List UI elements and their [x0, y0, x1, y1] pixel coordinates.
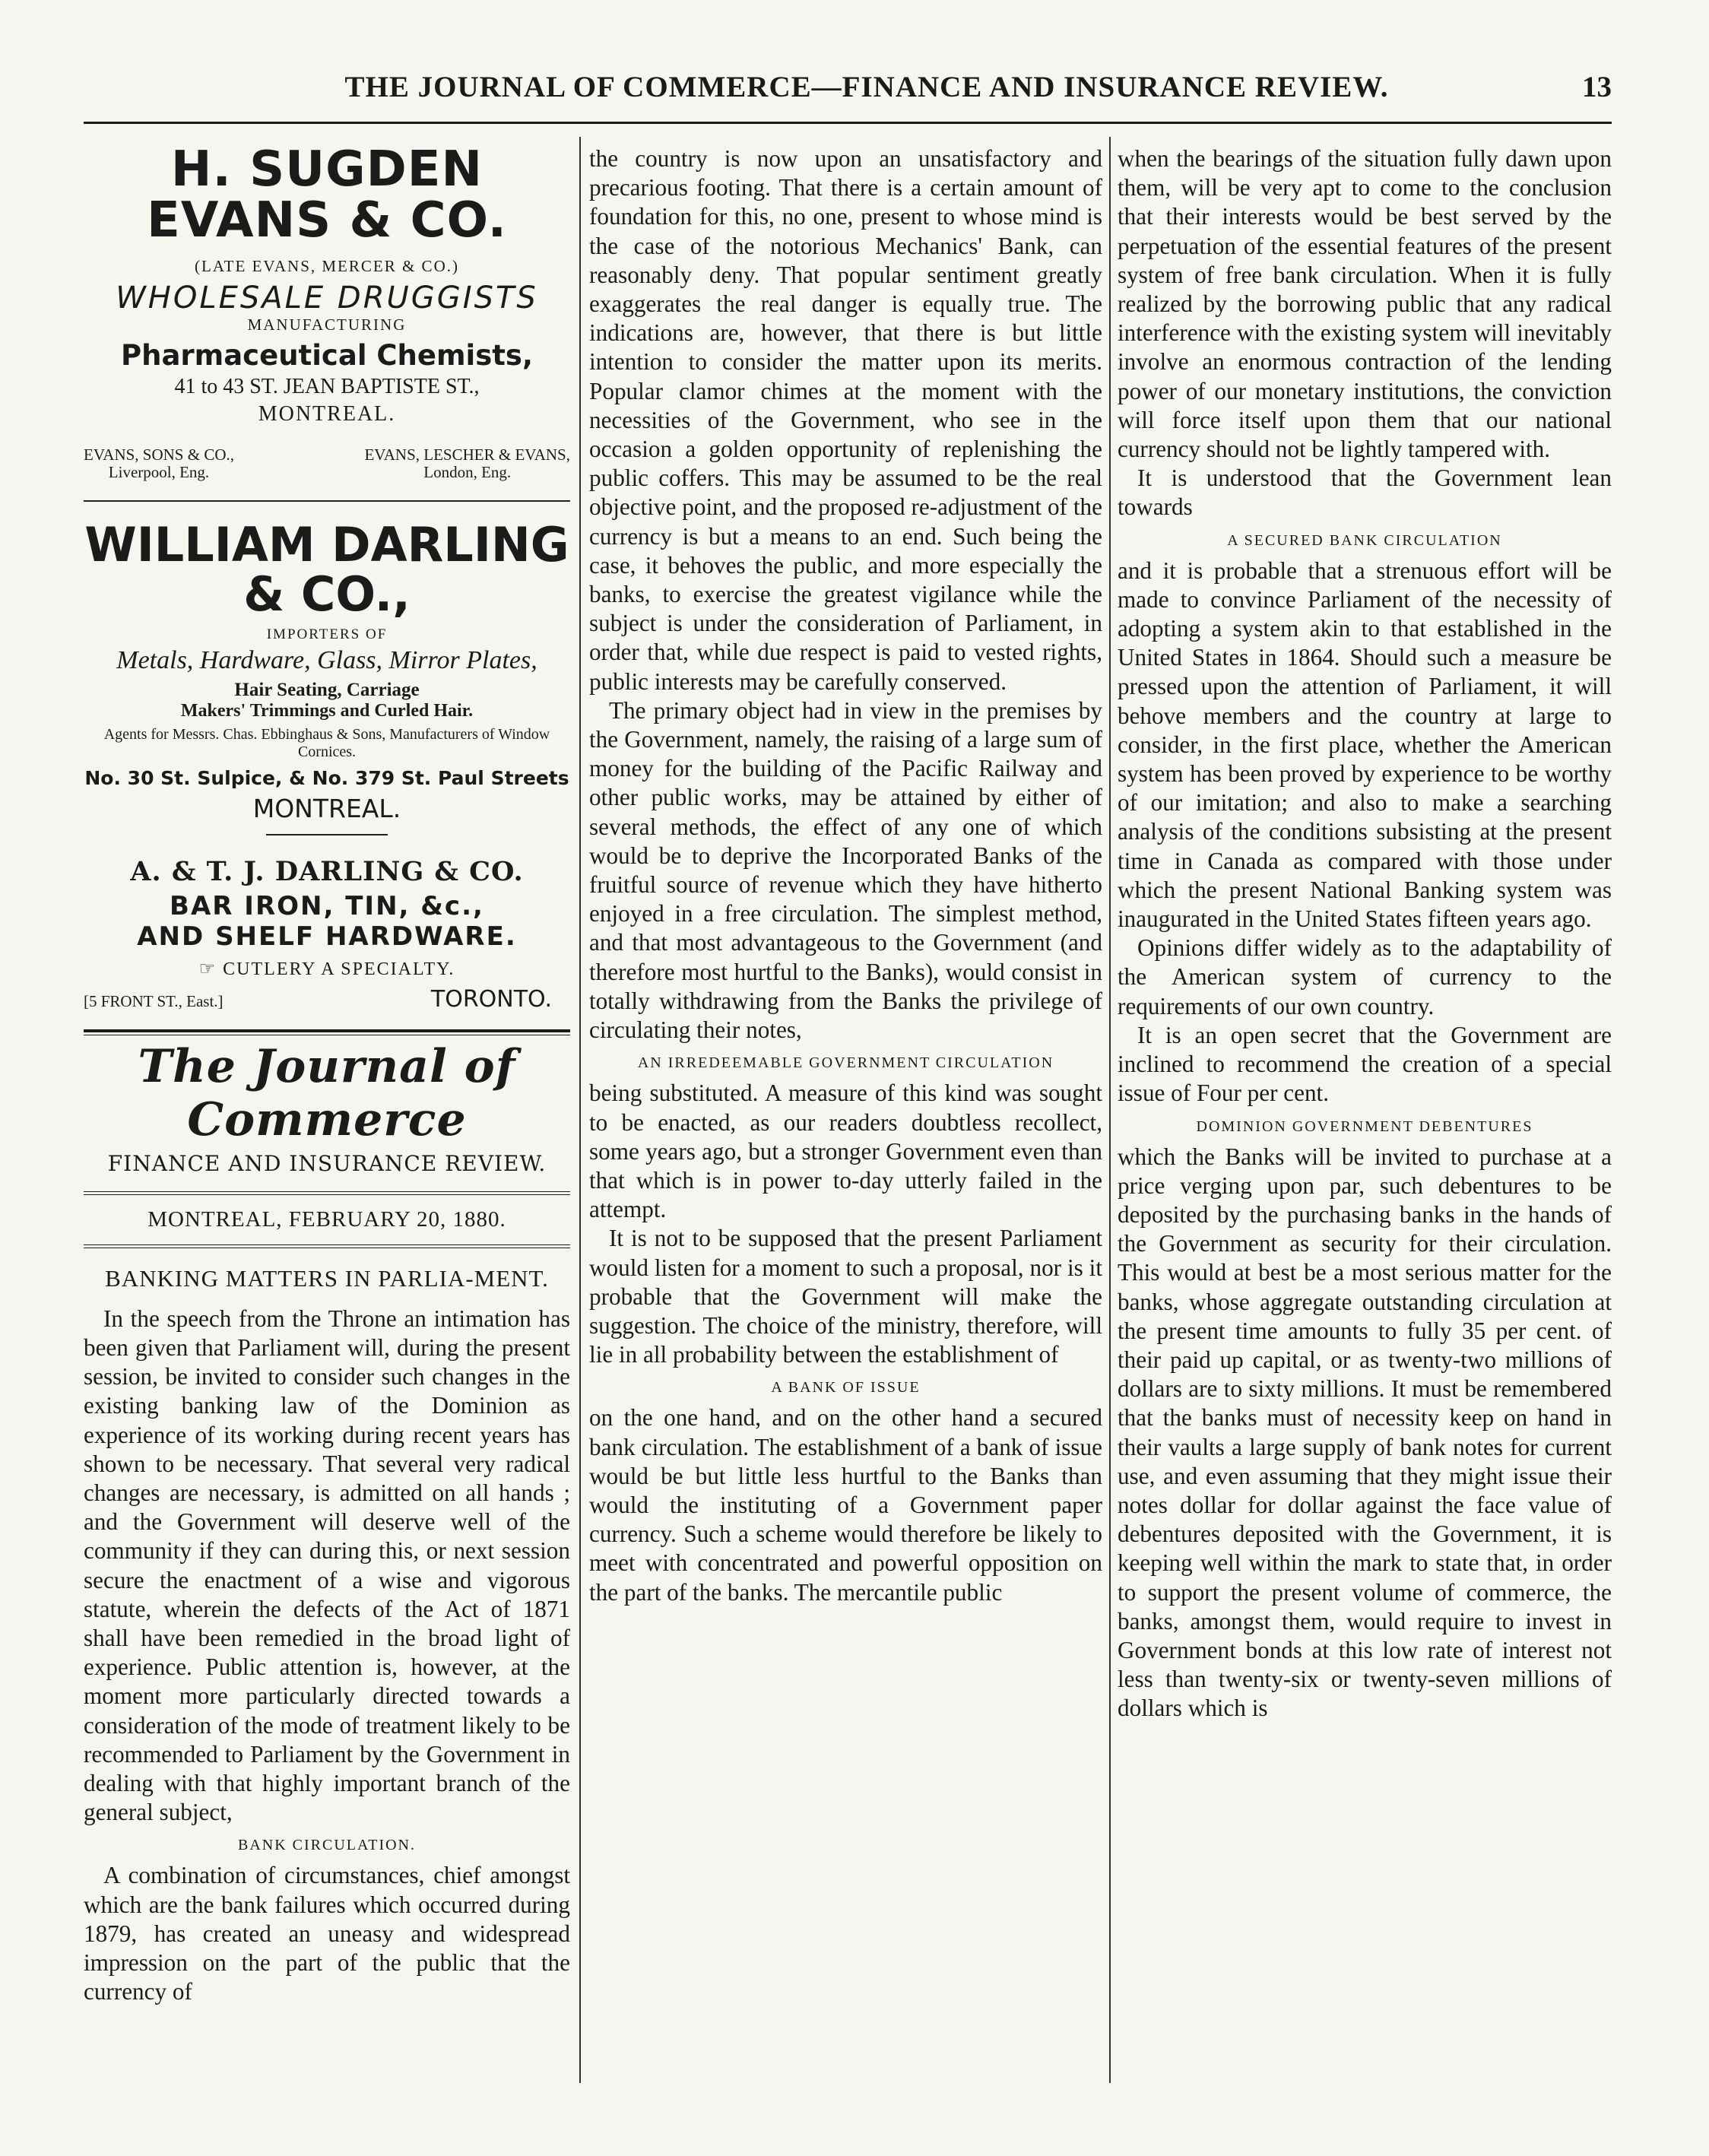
article-paragraph: It is understood that the Government lean towards: [1118, 464, 1612, 521]
section-subhead: A BANK OF ISSUE: [771, 1379, 921, 1397]
branch-left-line1: EVANS, SONS & CO.,: [84, 445, 234, 464]
ad-sugden-evans: [84, 144, 570, 482]
short-divider: [266, 834, 388, 835]
dateline-rule-top: [84, 1191, 570, 1192]
article-paragraph: the country is now upon an unsatisfactory and precarious footing. That there is a certain amount of foundation for this, no one, present to whose mind is the case of the notorious Mechanics' Bank, can reasonably deny. That popular sentiment greatly exaggerates the real danger is equally true. The indications are, however, that there is but little intention to consider the matter upon its merits. Popular clamor chimes at the moment with the necessities of the Government, who see in the occasion a golden opportunity of replenishing the public coffers. This may be assumed to be the real objective point, and the proposed re-adjustment of the currency is but a means to an end. Such being the case, it behoves the public, and more especially the banks, to exercise the greatest vigilance while the subject is under the consideration of Parliament, in order that, while due respect is paid to vested rights, public interests may be carefully conserved.: [589, 145, 1102, 695]
ad-sugden-branches: [84, 446, 570, 481]
section-subhead: A SECURED BANK CIRCULATION: [1227, 531, 1502, 549]
ad-at-line2: AND SHELF HARDWARE.: [137, 921, 517, 952]
ad-divider: [84, 500, 570, 502]
article-paragraph: when the bearings of the situation fully dawn upon them, will be very apt to come to the conclusion that their interests would be best served by the perpetuation of the essential features of the present system of free bank circulation. When it is fully realized by the borrowing public that any radical interference with the existing system will inevitably involve an enormous contraction of the lending power of our monetary institutions, the conviction will force itself upon them that our national currency should not be lightly tampered with.: [1118, 145, 1612, 463]
column-1: [84, 144, 570, 2121]
ad-at-name: A. & T. J. DARLING & CO.: [130, 855, 524, 887]
dateline-rule-bottom: [84, 1244, 570, 1245]
ad-darling-name: WILLIAM DARLING & CO.,: [84, 516, 569, 622]
ad-at-line1: BAR IRON, TIN, &c.,: [170, 890, 484, 921]
article-paragraph: and it is probable that a strenuous effort will be made to convince Parliament of the necessity of adopting a system akin to that established in the United States in 1864. Should such a measure be pressed upon the attention of Parliament, it will behove members and the country at large to consider, in the first place, whether the American system has been proved by experience to be worthy of our imitation; and also to make a searching analysis of the conditions subsisting at the present time in Canada as compared with those under which the present National Banking system was inaugurated in the United States fifteen years ago.: [1118, 556, 1612, 933]
header-rule: [84, 122, 1612, 124]
running-header: [84, 70, 1612, 116]
page-number: 13: [1582, 71, 1612, 103]
ad-at-city: TORONTO.: [430, 985, 552, 1013]
article-paragraph: Opinions differ widely as to the adaptability of the American system of currency to the requirements of our own country.: [1118, 934, 1612, 1019]
article-body-col1: [84, 1305, 570, 2007]
ad-sugden-manufacturing: MANUFACTURING: [247, 315, 407, 334]
article-heading: BANKING MATTERS IN PARLIA-MENT.: [105, 1264, 549, 1292]
ad-darling-city: MONTREAL.: [252, 793, 401, 823]
ad-sugden-name: H. SUGDEN EVANS & CO.: [147, 144, 507, 249]
ad-at-specialty-row: [84, 958, 570, 980]
ad-darling-line1: Hair Seating, Carriage: [234, 679, 420, 700]
ad-sugden-city: MONTREAL.: [258, 402, 396, 426]
ad-at-address: [5 FRONT ST., East.]: [84, 991, 224, 1010]
section-subhead: AN IRREDEEMABLE GOVERNMENT CIRCULATION: [637, 1054, 1054, 1072]
ad-sugden-address: 41 to 43 ST. JEAN BAPTISTE ST.,: [174, 375, 480, 399]
ad-sugden-chemists: Pharmaceutical Chemists,: [120, 339, 533, 373]
section-subhead: DOMINION GOVERNMENT DEBENTURES: [1196, 1118, 1533, 1135]
ad-darling-importers: IMPORTERS OF: [266, 626, 388, 642]
column-rule: [1109, 137, 1111, 2083]
masthead-rule-top: [84, 1029, 570, 1032]
running-title: THE JOURNAL OF COMMERCE—FINANCE AND INSURANCE REVIEW.: [344, 71, 1389, 103]
ad-darling-address: No. 30 St. Sulpice, & No. 379 St. Paul Streets: [84, 766, 569, 789]
ad-at-address-row: [84, 986, 570, 1013]
column-2: [589, 144, 1102, 2121]
article-paragraph: being substituted. A measure of this kind was sought to be enacted, as our readers doubtless recollect, some years ago, but a stronger Government even than that which is in power to-day utterly failed in the attempt.: [589, 1080, 1102, 1223]
branch-right-line2: London, Eng.: [423, 463, 512, 482]
ad-darling-goods: Metals, Hardware, Glass, Mirror Plates,: [116, 645, 537, 674]
ad-sugden-branch-left: [84, 446, 234, 481]
dateline-rule-top-2: [84, 1194, 570, 1195]
ad-sugden-branch-right: [364, 446, 570, 481]
article-body-col2: [589, 144, 1102, 1607]
article-paragraph: In the speech from the Throne an intimation has been given that Parliament will, during the present session, be invited to consider such changes in the existing banking law of the Dominion as experience of its working during recent years has shown to be necessary. That several very radical changes are necessary, is admitted on all hands ; and the Government will deserve well of the community if they can during this, or next session secure the enactment of a wise and vigorous statute, wherein the defects of the Act of 1871 shall have been remedied in the broad light of experience. Public attention is, however, at the moment more particularly directed towards a consideration of the mode of treatment likely to be recommended to Parliament by the Government in dealing with that highly important branch of the general subject,: [84, 1305, 570, 1826]
ad-darling-line2: Makers' Trimmings and Curled Hair.: [180, 700, 474, 721]
article-paragraph: which the Banks will be invited to purchase at a price verging upon par, such debentures to be deposited by the purchasing banks in the hands of the Government as security for their circulation. This would at best be a most serious matter for the banks, whose aggregate outstanding circulation at the present time amounts to fully 35 per cent. of their paid up capital, or as twenty-two millions of dollars are to sixty millions. It must be remembered that the banks must of necessity keep on hand in their vaults a large supply of bank notes for current use, and even assuming that they might issue their notes dollar for dollar against the face value of debentures deposited with the Government, it is keeping well within the mark to state that, in order to support the present volume of commerce, the banks, amongst them, would require to invest in Government bonds at this low rate of interest not less than twenty-six or twenty-seven millions of dollars which is: [1118, 1143, 1612, 1722]
article-paragraph: It is an open secret that the Government are inclined to recommend the creation of a special issue of Four per cent.: [1118, 1021, 1612, 1107]
column-rule: [579, 137, 581, 2083]
article-paragraph: It is not to be supposed that the present Parliament would listen for a moment to such a proposal, nor is it probable that the Government will make the suggestion. The choice of the ministry, therefore, will lie in all probability between the establishment of: [589, 1225, 1102, 1368]
ad-sugden-late: (LATE EVANS, MERCER & CO.): [195, 257, 459, 276]
ad-at-darling: [84, 855, 570, 1013]
article-paragraph: The primary object had in view in the premises by the Government, namely, the raising of a large sum of money for the building of the Pacific Railway and other public works, may be attained by either of several methods, the effect of any one of which would be to deprive the Incorporated Banks of the fruitful source of revenue which they have hitherto enjoyed in a free circulation. The simplest method, and that most advantageous to the Government (and therefore most hurtful to the Banks), would consist in totally withdrawing from the Banks the privilege of circulating their notes,: [589, 696, 1102, 1044]
pointing-hand-icon: ☞: [198, 959, 217, 979]
branch-left-line2: Liverpool, Eng.: [108, 463, 210, 482]
ad-william-darling: [84, 516, 570, 823]
dateline: MONTREAL, FEBRUARY 20, 1880.: [147, 1206, 506, 1232]
article-paragraph: A combination of circumstances, chief amongst which are the bank failures which occurred during 1879, has created an uneasy and widespread impression on the part of the public that the currency of: [84, 1862, 570, 2005]
ad-at-specialty: CUTLERY A SPECIALTY.: [223, 959, 455, 979]
section-subhead: BANK CIRCULATION.: [238, 1837, 416, 1854]
branch-right-line1: EVANS, LESCHER & EVANS,: [364, 445, 570, 464]
masthead-title: The Journal of Commerce: [138, 1039, 516, 1146]
ad-sugden-trade: WHOLESALE DRUGGISTS: [116, 281, 538, 316]
article-paragraph: on the one hand, and on the other hand a secured bank circulation. The establishment of a bank of issue would be but little less hurtful to the Banks than would the instituting of a Government paper currency. Such a scheme would therefore be likely to meet with concentrated and powerful opposition on the part of the banks. The mercantile public: [589, 1404, 1102, 1606]
ad-darling-agents: Agents for Messrs. Chas. Ebbinghaus & Sons, Manufacturers of Window Cornices.: [103, 725, 550, 760]
column-3: [1118, 144, 1612, 2121]
masthead-subtitle: FINANCE AND INSURANCE REVIEW.: [107, 1150, 547, 1176]
article-body-col3: [1118, 144, 1612, 1723]
